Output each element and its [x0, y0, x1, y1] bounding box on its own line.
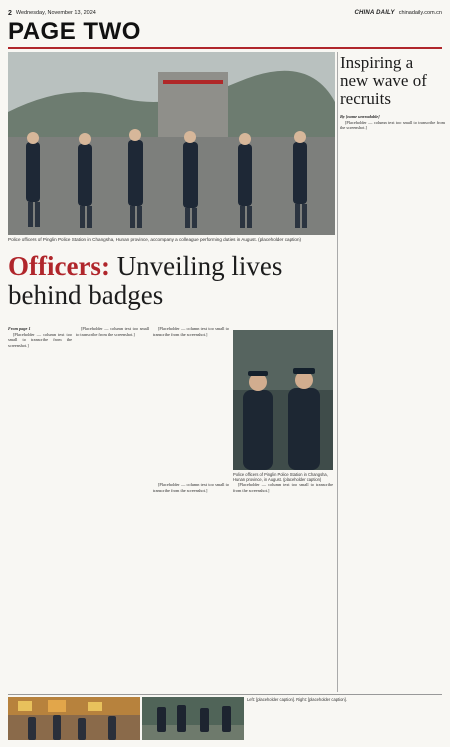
newspaper-name: CHINA DAILY	[354, 10, 395, 16]
website-link[interactable]: chinadaily.com.cn	[398, 10, 442, 16]
article-column-2	[76, 326, 149, 339]
continued-from: From page 1	[8, 326, 31, 331]
section-divider	[8, 47, 442, 49]
page-number: 2	[8, 9, 12, 17]
sidebar-divider	[337, 52, 338, 692]
paragraph: [Placeholder — column text too small to transcribe from the screenshot.]	[153, 482, 229, 493]
headline-lead: Officers:	[8, 251, 117, 281]
article-column-4	[233, 482, 333, 493]
paragraph: [Placeholder — column text too small to transcribe from the screenshot.]	[233, 482, 333, 493]
issue-date: Wednesday, November 13, 2024	[15, 10, 96, 16]
lead-photo	[8, 52, 335, 235]
article-column-5	[153, 482, 229, 493]
article-column-1	[8, 326, 72, 350]
paragraph: [Placeholder — column text too small to transcribe from the screenshot.]	[340, 119, 445, 131]
sidebar-article	[340, 114, 445, 131]
inspection-photo	[142, 697, 244, 740]
sidebar-byline: By [name unreadable]	[340, 114, 380, 119]
bottom-photo-caption: Left: [placeholder caption]. Right: [placeholder caption].	[247, 697, 347, 702]
tourist-photo	[8, 697, 140, 740]
article-column-3	[153, 326, 229, 339]
paragraph: [Placeholder — column text too small to transcribe from the screenshot.]	[8, 331, 72, 348]
bottom-divider	[8, 694, 442, 695]
sidebar-headline: Inspiring a new wave of recruits	[340, 53, 427, 108]
section-title: PAGE TWO	[8, 18, 141, 45]
portrait-photo	[233, 330, 333, 470]
headline-rest: Unveiling lives behind badges	[8, 251, 283, 310]
paragraph: [Placeholder — column text too small to transcribe from the screenshot.]	[153, 326, 229, 337]
paragraph: [Placeholder — column text too small to transcribe from the screenshot.]	[76, 326, 149, 337]
main-headline	[8, 252, 336, 310]
portrait-photo-caption: Police officers of Pinglin Police Station in Changsha, Hunan province, in August. (placeholder caption)	[233, 472, 328, 482]
lead-photo-caption: Police officers of Pinglin Police Station in Changsha, Hunan province, accompany a colleague performing duties in August. (placeholder caption)	[8, 237, 302, 242]
